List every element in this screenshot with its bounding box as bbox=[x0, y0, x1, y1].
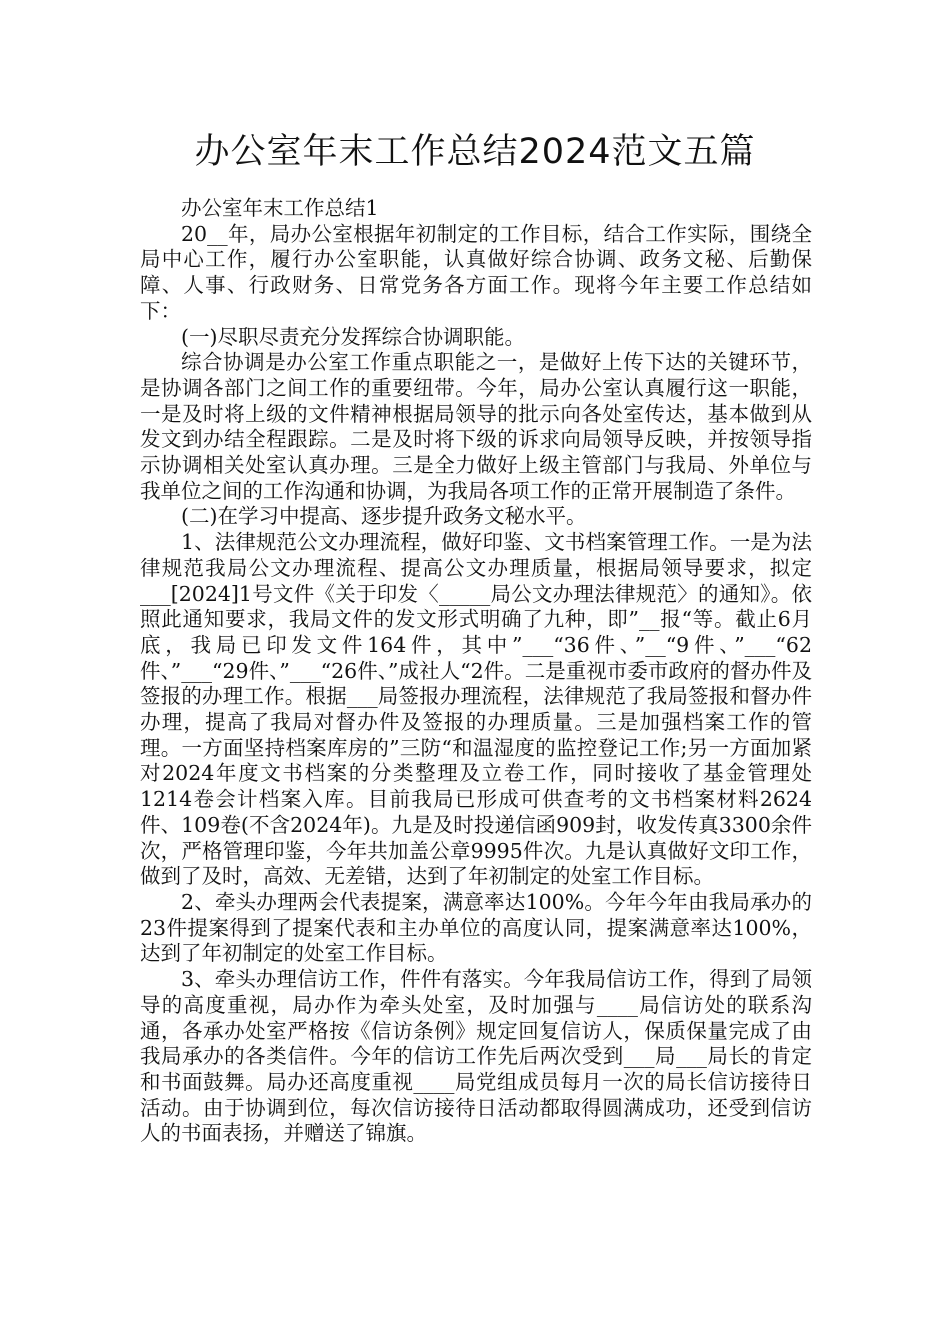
paragraph: 综合协调是办公室工作重点职能之一，是做好上传下达的关键环节，是协调各部门之间工作的重要纽带。今年，局办公室认真履行这一职能，一是及时将上级的文件精神根据局领导的批示向各处室传达，基本做到从发文到办结全程跟踪。二是及时将下级的诉求向局领导反映，并按领导指示协调相关处室认真办理。三是全力做好上级主管部门与我局、外单位与我单位之间的工作沟通和协调，为我局各项工作的正常开展制造了条件。 bbox=[140, 350, 812, 503]
paragraph: 20__年，局办公室根据年初制定的工作目标，结合工作实际，围绕全局中心工作，履行办公室职能，认真做好综合协调、政务文秘、后勤保障、人事、行政财务、日常党务各方面工作。现将今年主要工作总结如下： bbox=[140, 221, 812, 323]
subsection-heading: (一)尽职尽责充分发挥综合协调职能。 bbox=[181, 324, 525, 349]
paragraph: 1、法律规范公文办理流程，做好印鉴、文书档案管理工作。一是为法律规范我局公文办理流程、提高公文办理质量，根据局领导要求，拟定___[2024]1号文件《关于印发〈_____局公文办理法律规范〉的通知》。依照此通知要求，我局文件的发文形式明确了九种，即”__报“等。截止6月底，我局已印发文件164件，其中”___“36件、”__“9件、”___“62件、”___“29件、”___“26件、”成社人“2件。二是重视市委市政府的督办件及签报的办理工作。根据___局签报办理流程，法律规范了我局签报和督办件办理，提高了我局对督办件及签报的办理质量。三是加强档案工作的管理。一方面坚持档案库房的”三防“和温湿度的监控登记工作;另一方面加紧对2024年度文书档案的分类整理及立卷工作，同时接收了基金管理处1214卷会计档案入库。目前我局已形成可供查考的文书档案材料2624件、109卷(不含2024年)。九是及时投递信函909封，收发传真3300余件次，严格管理印鉴，今年共加盖公章9995件次。九是认真做好文印工作，做到了及时，高效、无差错，达到了年初制定的处室工作目标。 bbox=[140, 530, 812, 889]
document-body bbox=[140, 196, 812, 1147]
section-heading: 办公室年末工作总结1 bbox=[181, 196, 379, 220]
document-title: 办公室年末工作总结2024范文五篇 bbox=[194, 132, 756, 172]
paragraph: 2、牵头办理两会代表提案，满意率达100%。今年今年由我局承办的23件提案得到了提案代表和主办单位的高度认同，提案满意率达100%，达到了年初制定的处室工作目标。 bbox=[140, 889, 812, 966]
subsection-heading: (二)在学习中提高、逐步提升政务文秘水平。 bbox=[181, 504, 587, 529]
paragraph: 3、牵头办理信访工作，件件有落实。今年我局信访工作，得到了局领导的高度重视，局办作为牵头处室，及时加强与____局信访处的联系沟通，各承办处室严格按《信访条例》规定回复信访人，保质保量完成了由我局承办的各类信件。今年的信访工作先后两次受到___局___局长的肯定和书面鼓舞。局办还高度重视____局党组成员每月一次的局长信访接待日活动。由于协调到位，每次信访接待日活动都取得圆满成功，还受到信访人的书面表扬，并赠送了锦旗。 bbox=[140, 967, 812, 1146]
